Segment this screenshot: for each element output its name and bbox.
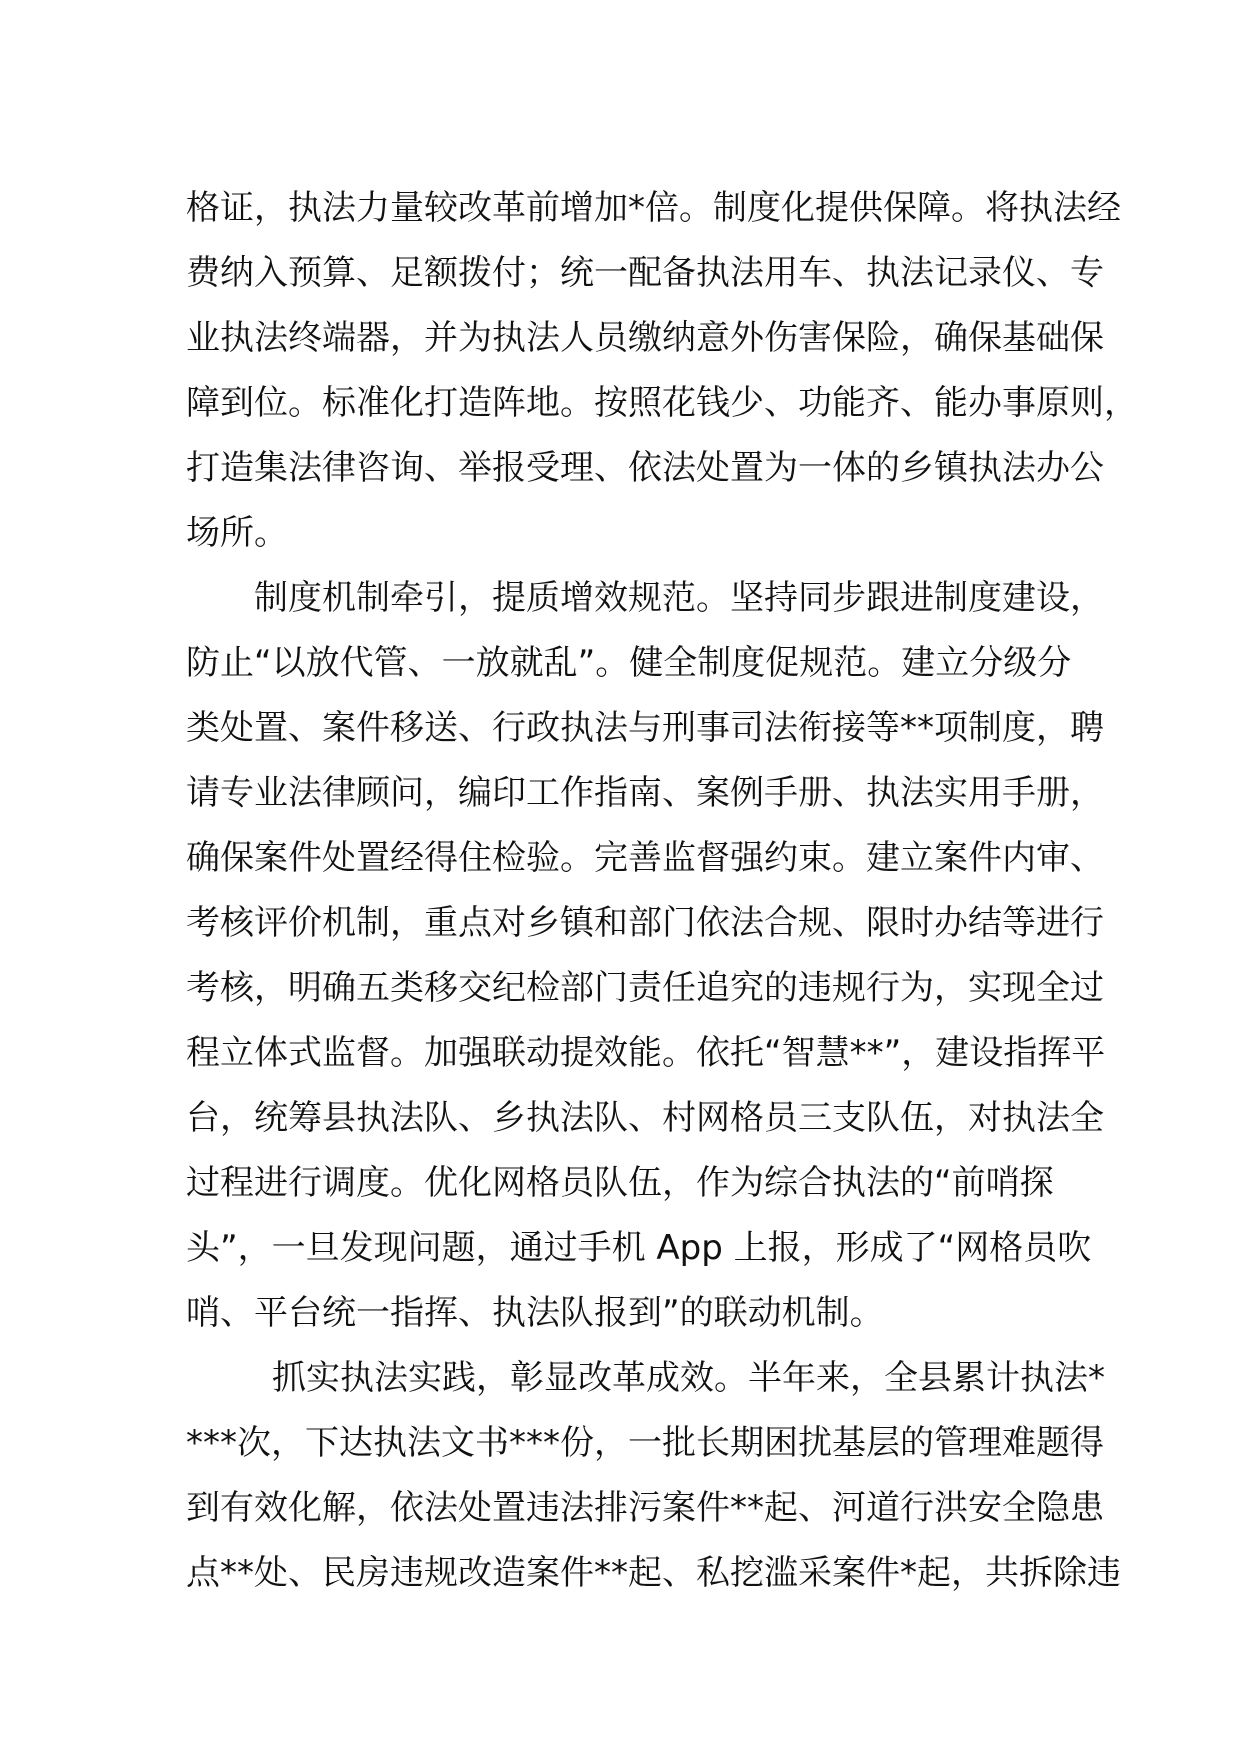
paragraph-1: [186, 176, 1138, 566]
text-line: 类处置、案件移送、行政执法与刑事司法衔接等**项制度，聘: [186, 708, 1104, 748]
paragraph-3: [186, 1346, 1121, 1606]
text-line: 台，统筹县执法队、乡执法队、村网格员三支队伍，对执法全: [186, 1098, 1104, 1138]
text-line: 障到位。标准化打造阵地。按照花钱少、功能齐、能办事原则，: [186, 383, 1138, 423]
text-line: 费纳入预算、足额拨付；统一配备执法用车、执法记录仪、专: [186, 253, 1104, 293]
text-line: 场所。: [186, 513, 288, 553]
text-line: ***次，下达执法文书***份，一批长期困扰基层的管理难题得: [186, 1423, 1104, 1463]
text-line: 确保案件处置经得住检验。完善监督强约束。建立案件内审、: [186, 838, 1104, 878]
text-line: 点**处、民房违规改造案件**起、私挖滥采案件*起，共拆除违: [186, 1553, 1121, 1593]
text-line: 业执法终端器，并为执法人员缴纳意外伤害保险，确保基础保: [186, 318, 1104, 358]
text-line: 考核，明确五类移交纪检部门责任追究的违规行为，实现全过: [186, 968, 1104, 1008]
text-line: 防止“以放代管、一放就乱”。健全制度促规范。建立分级分: [186, 643, 1072, 683]
text-line: 哨、平台统一指挥、执法队报到”的联动机制。: [186, 1293, 884, 1333]
text-line: 到有效化解，依法处置违法排污案件**起、河道行洪安全隐患: [186, 1488, 1104, 1528]
paragraph-2: [186, 566, 1106, 1346]
text-line: 抓实执法实践，彰显改革成效。半年来，全县累计执法*: [272, 1358, 1105, 1398]
text-line: 格证，执法力量较改革前增加*倍。制度化提供保障。将执法经: [186, 188, 1121, 228]
text-line: 过程进行调度。优化网格员队伍，作为综合执法的“前哨探: [186, 1163, 1054, 1203]
text-line: 头”，一旦发现问题，通过手机 App 上报，形成了“网格员吹: [186, 1228, 1092, 1268]
text-line: 请专业法律顾问，编印工作指南、案例手册、执法实用手册，: [186, 773, 1104, 813]
text-line: 打造集法律咨询、举报受理、依法处置为一体的乡镇执法办公: [186, 448, 1104, 488]
text-line: 程立体式监督。加强联动提效能。依托“智慧**”，建设指挥平: [186, 1033, 1106, 1073]
text-line: 考核评价机制，重点对乡镇和部门依法合规、限时办结等进行: [186, 903, 1104, 943]
text-line: 制度机制牵引，提质增效规范。坚持同步跟进制度建设，: [254, 578, 1104, 618]
document-body: [186, 176, 1138, 1606]
